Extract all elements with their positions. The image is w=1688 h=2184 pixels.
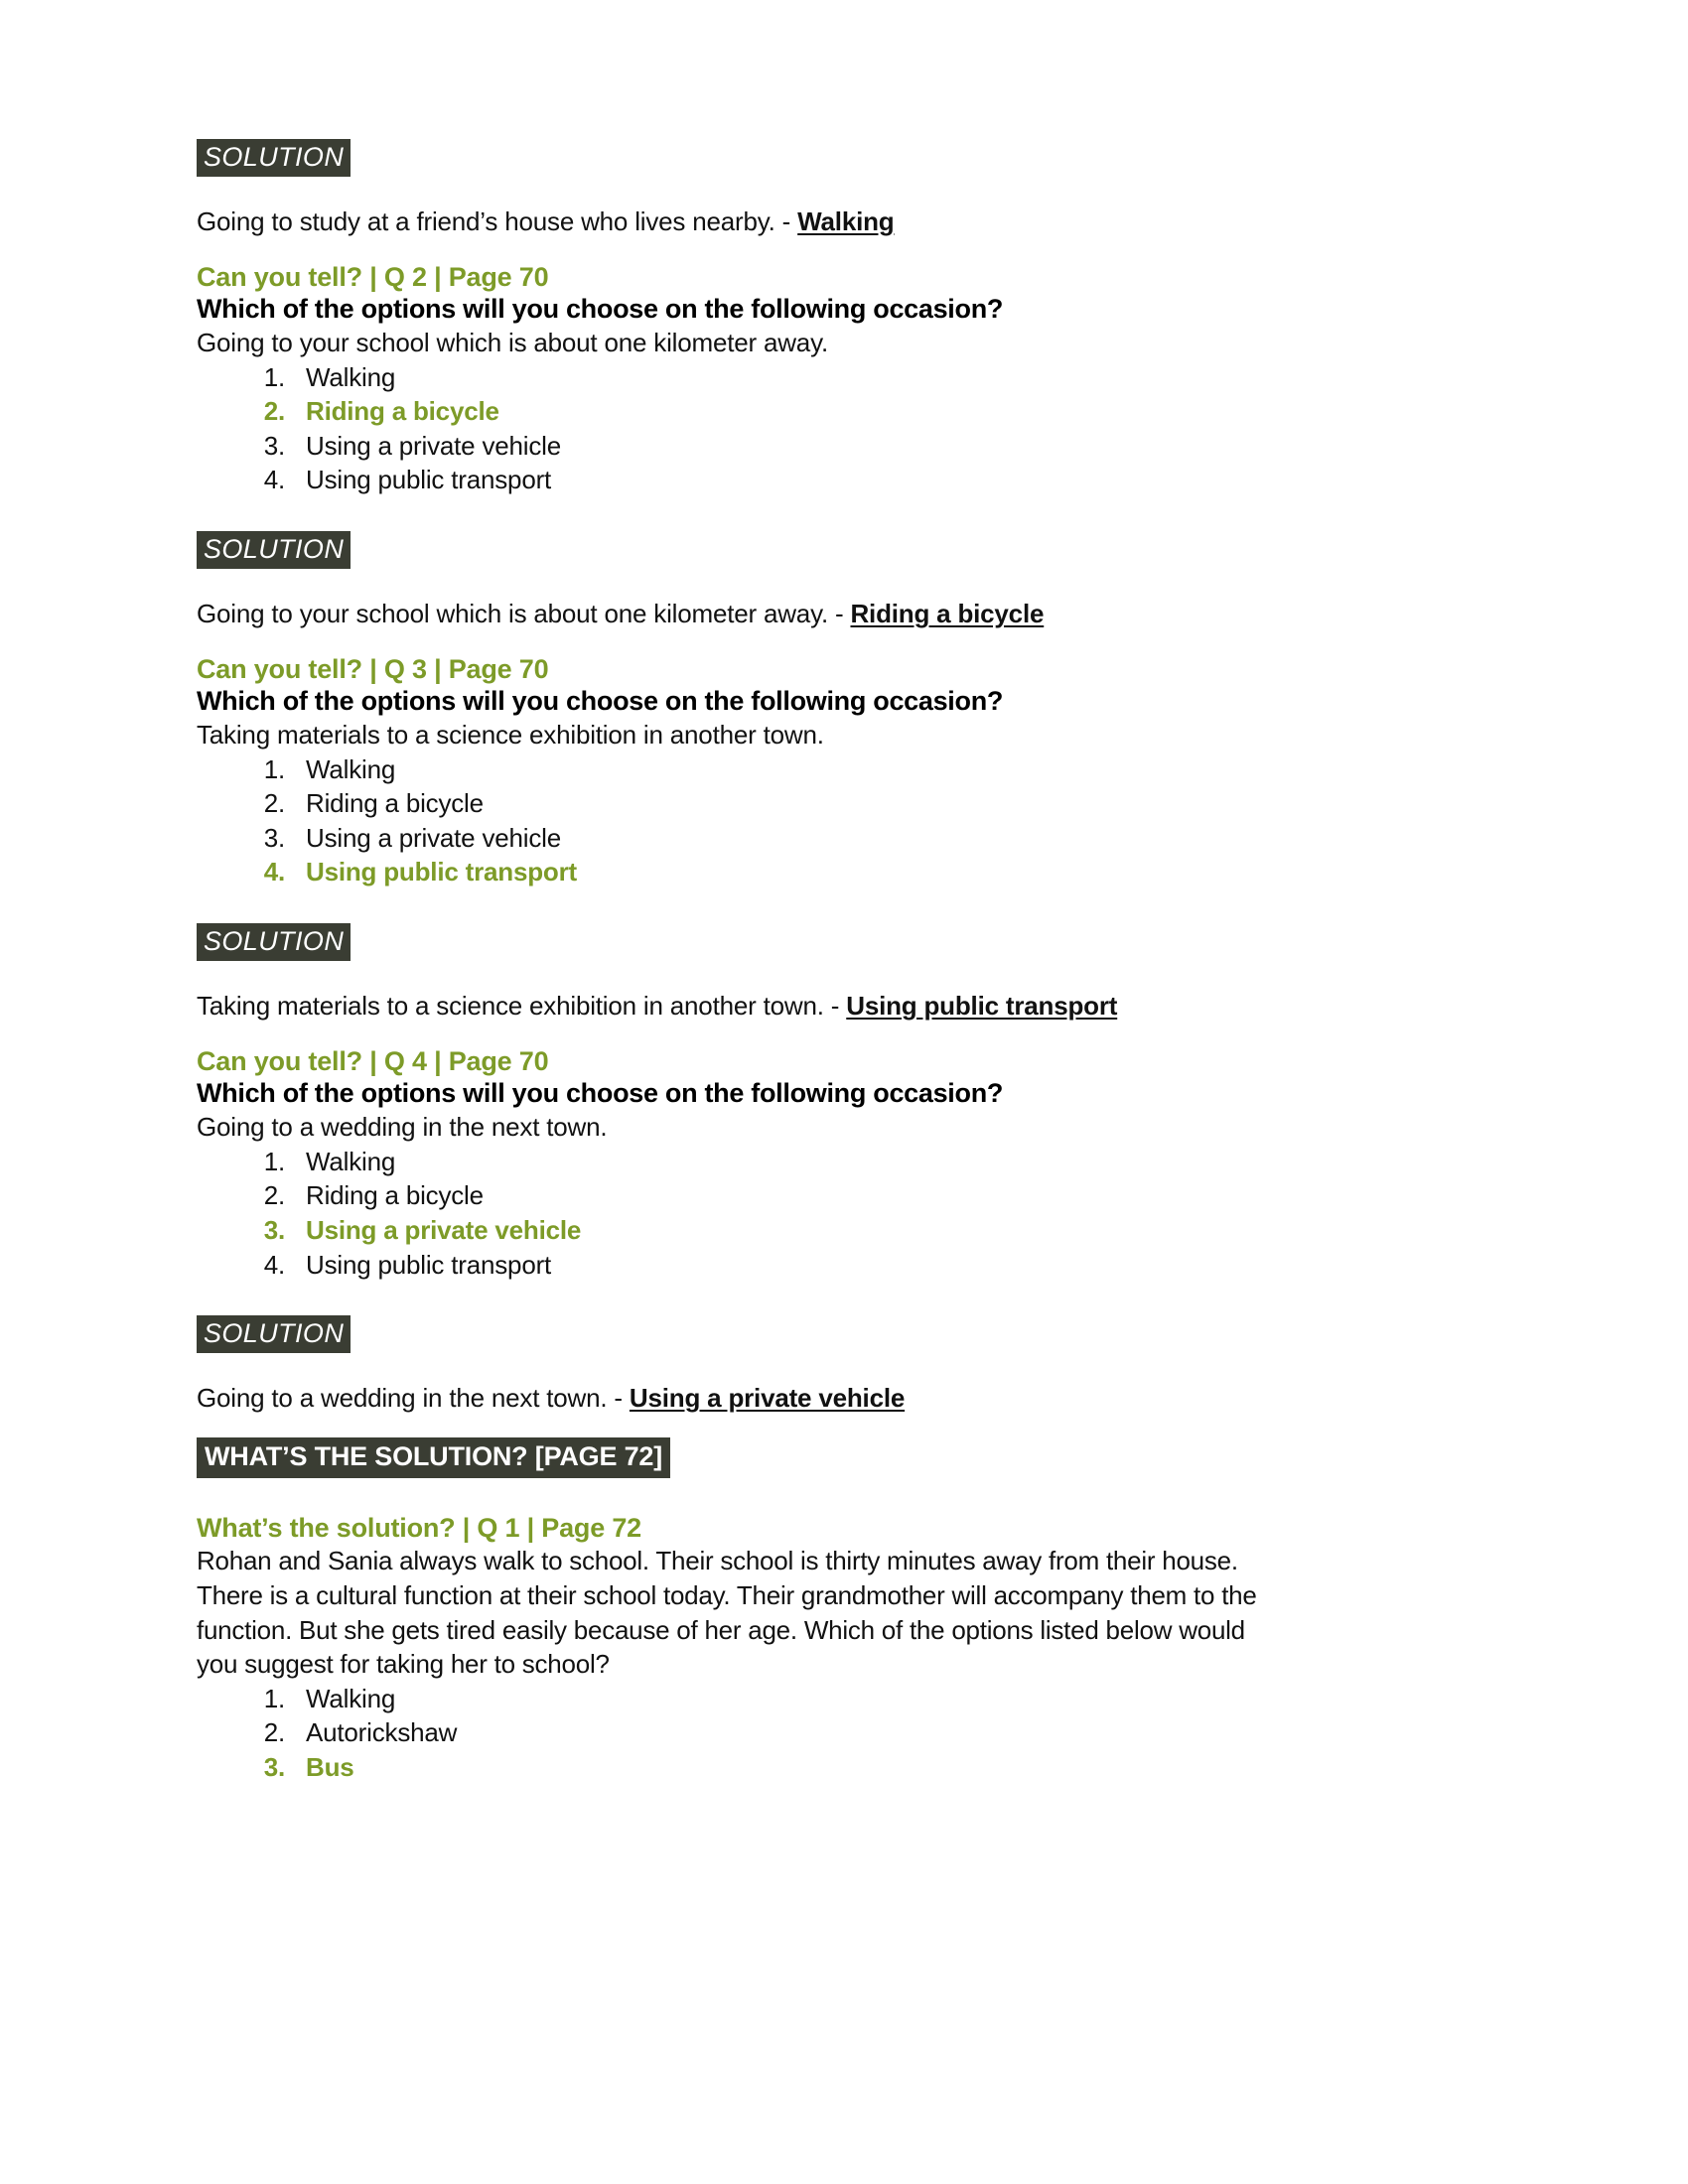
option-item[interactable]: 1. Walking [292, 752, 1499, 787]
options-list-q5 [197, 1682, 1499, 1785]
option-item[interactable]: 3. Bus [292, 1750, 1499, 1785]
solution-badge-3-wrap [197, 923, 1499, 961]
option-item[interactable]: 3. Using a private vehicle [292, 429, 1499, 464]
option-item[interactable]: 1. Walking [292, 360, 1499, 395]
solution-answer-value-3: Using public transport [846, 991, 1118, 1022]
question-heading-q5: What’s the solution? | Q 1 | Page 72 [197, 1512, 641, 1543]
solution-answer-text-3: Taking materials to a science exhibition in another town. - [197, 991, 847, 1022]
option-item[interactable]: 4. Using public transport [292, 1248, 1499, 1283]
solution-badge-4-wrap [197, 1315, 1499, 1353]
solution-answer-value-4: Using a private vehicle [629, 1383, 906, 1414]
option-item[interactable]: 4. Using public transport [292, 463, 1499, 497]
section-banner: WHAT’S THE SOLUTION? [PAGE 72] [197, 1437, 670, 1478]
solution-answer-line-3 [197, 989, 1499, 1024]
solution-answer-line-4 [197, 1381, 1499, 1416]
solution-badge: SOLUTION [197, 531, 351, 569]
solution-badge: SOLUTION [197, 1315, 351, 1353]
solution-badge: SOLUTION [197, 923, 351, 961]
question-heading-q3: Can you tell? | Q 3 | Page 70 [197, 653, 549, 684]
options-list-q3 [197, 752, 1499, 889]
option-item[interactable]: 3. Using a private vehicle [292, 1213, 1499, 1248]
question-prompt-q4: Which of the options will you choose on the following occasion? [197, 1078, 1004, 1109]
question-scenario-q4: Going to a wedding in the next town. [197, 1112, 608, 1143]
option-item[interactable]: 2. Riding a bicycle [292, 1178, 1499, 1213]
solution-badge-2-wrap [197, 531, 1499, 569]
solution-answer-value-2: Riding a bicycle [850, 599, 1045, 629]
option-item[interactable]: 2. Autorickshaw [292, 1715, 1499, 1750]
solution-answer-value-1: Walking [797, 206, 895, 237]
option-item[interactable]: 2. Riding a bicycle [292, 394, 1499, 429]
solution-answer-line-2 [197, 597, 1499, 631]
question-heading-q4: Can you tell? | Q 4 | Page 70 [197, 1045, 549, 1076]
solution-badge-1-wrap [197, 139, 1499, 177]
question-prompt-q2: Which of the options will you choose on the following occasion? [197, 294, 1004, 325]
options-list-q2 [197, 360, 1499, 497]
options-list-q4 [197, 1145, 1499, 1282]
question-prompt-q3: Which of the options will you choose on the following occasion? [197, 686, 1004, 717]
solution-answer-text-2: Going to your school which is about one kilometer away. - [197, 599, 851, 629]
solution-answer-line-1 [197, 205, 1499, 239]
option-item[interactable]: 2. Riding a bicycle [292, 786, 1499, 821]
solution-badge: SOLUTION [197, 139, 351, 177]
option-item[interactable]: 1. Walking [292, 1145, 1499, 1179]
question-paragraph-q5: Rohan and Sania always walk to school. Their school is thirty minutes away from their house. There is a cultural function at their school today. Their grandmother will accompany them to the function. But she gets tired easily because of her age. Which of the options listed below would you suggest for taking her to school? [197, 1546, 1257, 1680]
solution-answer-text-1: Going to study at a friend’s house who lives nearby. - [197, 206, 798, 237]
question-scenario-q3: Taking materials to a science exhibition in another town. [197, 720, 824, 751]
question-heading-q2: Can you tell? | Q 2 | Page 70 [197, 261, 549, 292]
question-scenario-q2: Going to your school which is about one kilometer away. [197, 328, 828, 358]
section-banner-wrap [197, 1437, 1499, 1478]
option-item[interactable]: 1. Walking [292, 1682, 1499, 1716]
option-item[interactable]: 3. Using a private vehicle [292, 821, 1499, 856]
solution-answer-text-4: Going to a wedding in the next town. - [197, 1383, 630, 1414]
option-item[interactable]: 4. Using public transport [292, 855, 1499, 889]
